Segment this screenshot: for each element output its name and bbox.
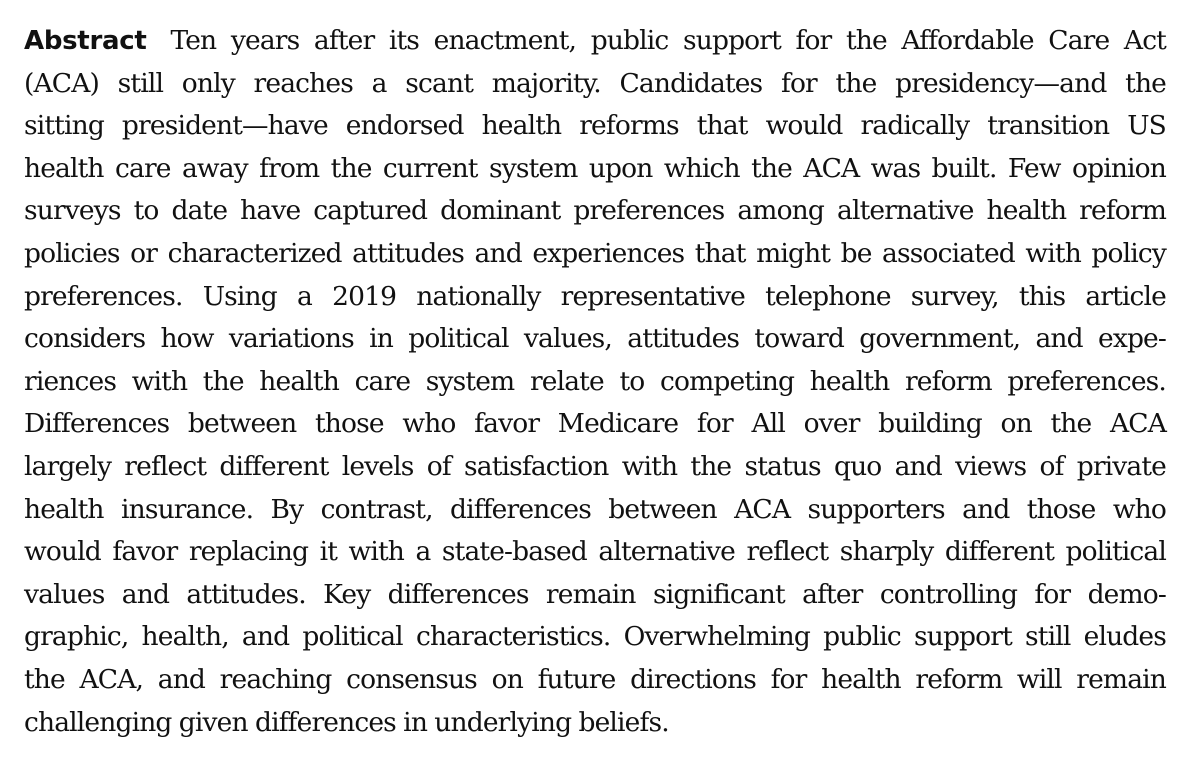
abstract-line-1: [24, 20, 1166, 63]
abstract-line-5: surveys to date have captured dominant preferences among alternative health reform: [24, 195, 1166, 227]
abstract-line-13: would favor replacing it with a state-based alternative reflect sharply different political: [24, 536, 1166, 568]
abstract-line-14: values and attitudes. Key differences remain significant after controlling for demo-: [24, 578, 1166, 610]
abstract-line-6: policies or characterized attitudes and experiences that might be associated with policy: [24, 237, 1166, 269]
abstract-paragraph: [24, 20, 1166, 744]
abstract-line-9: riences with the health care system relate to competing health reform preferences.: [24, 365, 1166, 397]
abstract-line-2: (ACA) still only reaches a scant majority. Candidates for the presidency—and the: [24, 67, 1166, 99]
abstract-line-17: challenging given differences in underlying beliefs.: [24, 706, 669, 738]
abstract-line-3: sitting president—have endorsed health reforms that would radically transition US: [24, 110, 1166, 142]
abstract-line-1-text: Ten years after its enactment, public support for the Affordable Care Act: [170, 25, 1166, 56]
abstract-line-16: the ACA, and reaching consensus on future directions for health reform will remain: [24, 663, 1166, 695]
abstract-line-11: largely reflect different levels of satisfaction with the status quo and views of private: [24, 450, 1166, 482]
abstract-line-7: preferences. Using a 2019 nationally representative telephone survey, this article: [24, 280, 1166, 312]
abstract-section: [24, 20, 1166, 744]
abstract-line-8: considers how variations in political values, attitudes toward government, and expe-: [24, 323, 1166, 355]
abstract-line-15: graphic, health, and political characteristics. Overwhelming public support still eludes: [24, 621, 1166, 653]
abstract-line-4: health care away from the current system upon which the ACA was built. Few opinion: [24, 152, 1166, 184]
abstract-line-10: Differences between those who favor Medicare for All over building on the ACA: [24, 408, 1166, 440]
abstract-line-12: health insurance. By contrast, differences between ACA supporters and those who: [24, 493, 1166, 525]
abstract-heading: Abstract: [24, 26, 147, 56]
